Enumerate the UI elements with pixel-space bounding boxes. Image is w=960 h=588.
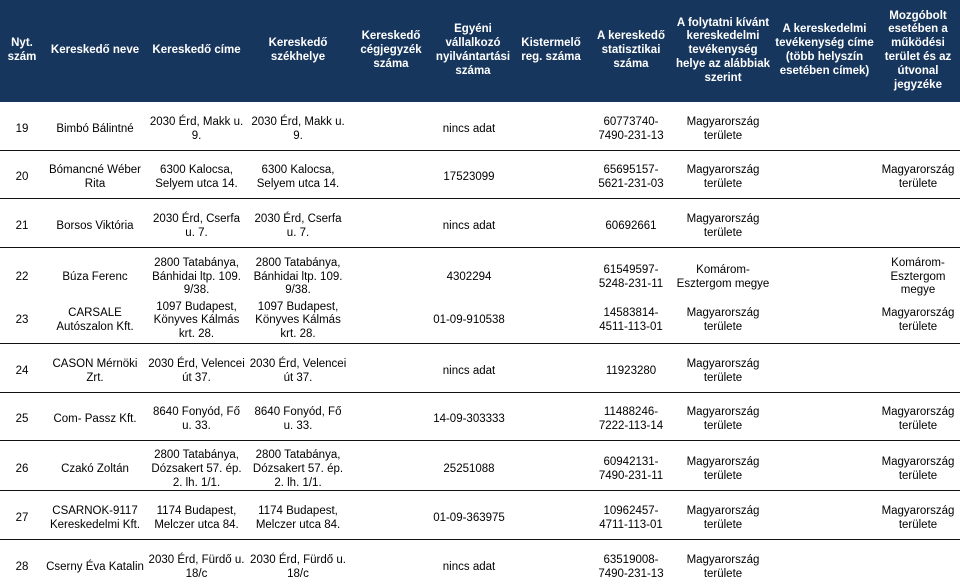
- row-nr: 22: [15, 270, 29, 283]
- registration-number: 4302294: [446, 270, 492, 283]
- trader-seat: 2030 Érd, Cserfa u. 7.: [247, 207, 349, 247]
- trader-address: 2030 Érd, Makk u. 9.: [146, 110, 247, 150]
- trader-name: Bómancné Wéber Rita: [44, 159, 146, 199]
- trader-address: 2030 Érd, Velencei út 37.: [146, 352, 247, 392]
- trader-name: Búza Ferenc: [62, 270, 128, 283]
- activity-place: Magyarország területe: [673, 207, 773, 247]
- table-row: [0, 256, 960, 300]
- mobile-area: Magyarország területe: [876, 401, 960, 441]
- activity-place: Magyarország területe: [673, 401, 773, 441]
- activity-place: Magyarország területe: [686, 554, 760, 580]
- mobile-area: Magyarország területe: [876, 300, 960, 344]
- trader-seat: 2800 Tatabánya, Bánhidai ltp. 109. 9/38.: [253, 256, 343, 297]
- trader-address: 6300 Kalocsa, Selyem utca 14.: [146, 159, 247, 199]
- registration-number: 14-09-303333: [349, 401, 589, 441]
- mobile-area: [876, 548, 960, 588]
- trader-address: 2800 Tatabánya, Dózsakert 57. ép. 2. lh. 1/1.: [146, 449, 247, 491]
- trader-seat: 8640 Fonyód, Fő u. 33.: [247, 401, 349, 441]
- activity-address: [773, 256, 876, 300]
- registration-number: nincs adat: [349, 352, 589, 392]
- row-nr: 27: [0, 499, 44, 539]
- stat-number: 11488246-7222-113-14: [589, 401, 673, 441]
- trader-name: CARSALE Autószalon Kft.: [44, 300, 146, 344]
- table-row: [0, 110, 960, 150]
- mobile-area: Magyarország területe: [876, 449, 960, 491]
- header-nr: Nyt. szám: [0, 0, 44, 102]
- trader-address: 1097 Budapest, Könyves Kálmás krt. 28.: [146, 300, 247, 344]
- table-row: [0, 499, 960, 539]
- trader-seat: 2030 Érd, Fürdő u. 18/c: [250, 554, 346, 580]
- row-nr: 23: [0, 300, 44, 344]
- table-row: [0, 352, 960, 392]
- trader-name: Czakó Zoltán: [44, 449, 146, 491]
- registration-number: 17523099: [349, 159, 589, 199]
- row-nr: 19: [0, 110, 44, 150]
- header-stat: A kereskedő statisztikai száma: [589, 0, 673, 102]
- header-address: Kereskedő címe: [146, 0, 247, 102]
- trader-name: Cserny Éva Katalin: [46, 560, 144, 573]
- trader-address: 1174 Budapest, Melczer utca 84.: [146, 499, 247, 539]
- row-nr: 20: [0, 159, 44, 199]
- registration-number: 25251088: [349, 449, 589, 491]
- trader-seat: 2030 Érd, Makk u. 9.: [247, 110, 349, 150]
- table-row: [0, 548, 960, 588]
- trader-name: CASON Mérnöki Zrt.: [44, 352, 146, 392]
- activity-place: Magyarország területe: [673, 300, 773, 344]
- mobile-area: [876, 207, 960, 247]
- header-seat: Kereskedő székhelye: [247, 0, 349, 102]
- header-small: Kistermelő reg. száma: [513, 0, 589, 102]
- trader-seat: 6300 Kalocsa, Selyem utca 14.: [247, 159, 349, 199]
- stat-number: 65695157-5621-231-03: [589, 159, 673, 199]
- stat-number: 10962457-4711-113-01: [589, 499, 673, 539]
- activity-address: [773, 499, 876, 539]
- registration-number: 01-09-910538: [349, 300, 589, 344]
- trader-seat: 1174 Budapest, Melczer utca 84.: [247, 499, 349, 539]
- activity-address: [773, 352, 876, 392]
- activity-place: Magyarország területe: [673, 449, 773, 491]
- mobile-area: Magyarország területe: [876, 499, 960, 539]
- table-row: [0, 401, 960, 441]
- trader-address: 2030 Érd, Cserfa u. 7.: [146, 207, 247, 247]
- registration-number: nincs adat: [442, 560, 496, 573]
- mobile-area: Magyarország területe: [876, 159, 960, 199]
- activity-address: [773, 110, 876, 150]
- registration-number: nincs adat: [349, 207, 589, 247]
- row-nr: 25: [0, 401, 44, 441]
- activity-address: [773, 207, 876, 247]
- stat-number: 60773740-7490-231-13: [589, 110, 673, 150]
- row-nr: 28: [15, 560, 29, 573]
- activity-address: [773, 159, 876, 199]
- registration-number: 01-09-363975: [349, 499, 589, 539]
- trader-name: Bimbó Bálintné: [44, 110, 146, 150]
- header-sole: Egyéni vállalkozó nyilvántartási száma: [433, 0, 513, 102]
- registration-number: nincs adat: [349, 110, 589, 150]
- mobile-area: [876, 110, 960, 150]
- mobile-area: Komárom-Esztergom megye: [890, 256, 946, 297]
- mobile-area: [876, 352, 960, 392]
- header-place: A folytatni kívánt kereskedelmi tevékenység helye az alábbiak szerint: [673, 0, 773, 102]
- stat-number: 63519008-7490-231-13: [598, 554, 664, 580]
- stat-number: 61549597-5248-231-11: [598, 263, 664, 290]
- table-row: [0, 449, 960, 491]
- activity-place: Magyarország területe: [673, 159, 773, 199]
- activity-place: Magyarország területe: [673, 499, 773, 539]
- stat-number: 14583814-4511-113-01: [589, 300, 673, 344]
- activity-address: [773, 449, 876, 491]
- trader-address: 8640 Fonyód, Fő u. 33.: [146, 401, 247, 441]
- stat-number: 11923280: [589, 352, 673, 392]
- activity-place: Magyarország területe: [673, 110, 773, 150]
- table-row: [0, 207, 960, 247]
- trader-address: 2800 Tatabánya, Bánhidai ltp. 109. 9/38.: [152, 256, 241, 297]
- trader-seat: 1097 Budapest, Könyves Kálmás krt. 28.: [247, 300, 349, 344]
- table-row: [0, 159, 960, 199]
- row-nr: 24: [0, 352, 44, 392]
- stat-number: 60692661: [589, 207, 673, 247]
- trader-name: Borsos Viktória: [44, 207, 146, 247]
- header-name: Kereskedő neve: [44, 0, 146, 102]
- activity-address: [773, 300, 876, 344]
- header-regnum: Kereskedő cégjegyzék száma: [349, 0, 433, 102]
- row-nr: 26: [0, 449, 44, 491]
- activity-place: Komárom-Esztergom megye: [676, 263, 770, 290]
- table-row: [0, 300, 960, 344]
- trader-seat: 2030 Érd, Velencei út 37.: [247, 352, 349, 392]
- trader-address: 2030 Érd, Fürdő u. 18/c: [148, 554, 245, 580]
- stat-number: 60942131-7490-231-11: [589, 449, 673, 491]
- row-nr: 21: [0, 207, 44, 247]
- header-row: [0, 0, 960, 102]
- activity-address: [773, 548, 876, 588]
- header-activity-address: A kereskedelmi tevékenység címe (több helyszín esetében címek): [773, 0, 876, 102]
- trader-name: Com- Passz Kft.: [44, 401, 146, 441]
- trader-seat: 2800 Tatabánya, Dózsakert 57. ép. 2. lh. 1/1.: [247, 449, 349, 491]
- header-mobile: Mozgóbolt esetében a működési terület és az útvonal jegyzéke: [876, 0, 960, 102]
- activity-place: Magyarország területe: [673, 352, 773, 392]
- trader-name: CSARNOK-9117 Kereskedelmi Kft.: [44, 499, 146, 539]
- activity-address: [773, 401, 876, 441]
